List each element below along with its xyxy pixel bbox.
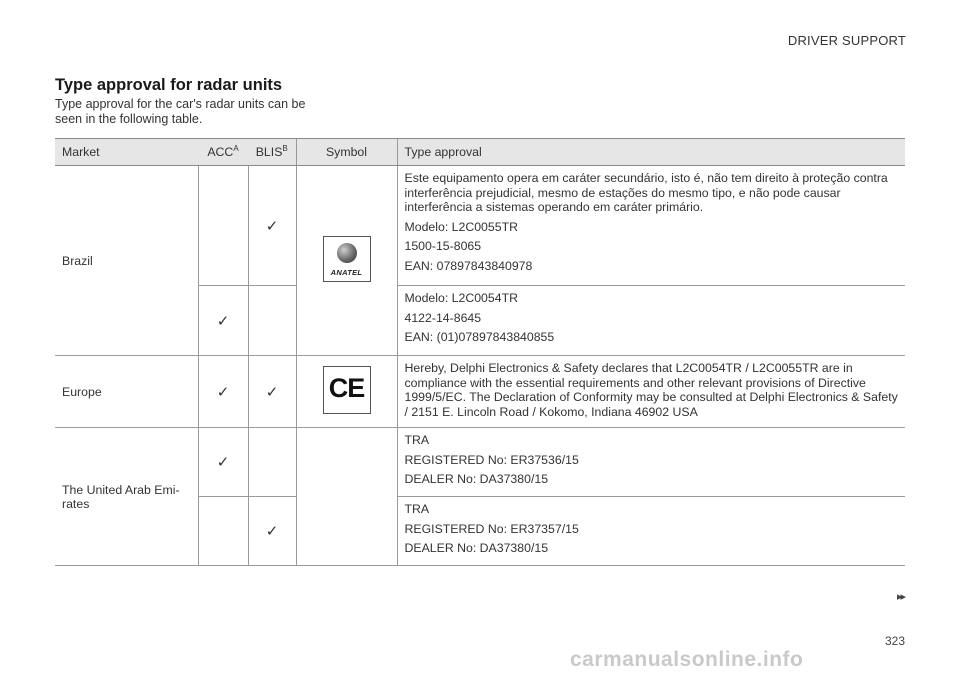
- table-header-row: [55, 139, 905, 166]
- running-header: DRIVER SUPPORT: [787, 33, 906, 48]
- market-brazil: Brazil: [55, 166, 198, 356]
- table-row: [55, 166, 905, 286]
- uae-row1-approval: TRA REGISTERED No: ER37536/15 DEALER No: DA37380/15: [397, 428, 905, 497]
- brazil-row1-blis-check: ✓: [248, 166, 296, 286]
- europe-approval: Hereby, Delphi Electronics & Safety declares that L2C0054TR / L2C0055TR are in compliance with the essential requirements and other relevant provisions of Directive 1999/5/EC. The Declaration of Conformity may be consulted at Delphi Electronics & Safety / 2151 E. Lincoln Road / Kokomo, Indiana 46902 USA: [397, 356, 905, 428]
- market-europe: Europe: [55, 356, 198, 428]
- ce-mark-logo: CE: [323, 366, 371, 414]
- intro-paragraph: Type approval for the car's radar units can be seen in the following table.: [55, 97, 306, 126]
- anatel-logo: ANATEL: [323, 236, 371, 282]
- uae-row1-blis-cell: [248, 428, 296, 497]
- header-symbol: Symbol: [296, 139, 397, 166]
- symbol-ce-cell: [296, 356, 397, 428]
- table-row: [55, 428, 905, 497]
- uae-row2-approval: TRA REGISTERED No: ER37357/15 DEALER No: DA37380/15: [397, 497, 905, 566]
- type-approval-table: [55, 138, 905, 566]
- brazil-row1-acc-cell: [198, 166, 248, 286]
- brazil-row2-blis-cell: [248, 286, 296, 356]
- symbol-anatel-cell: [296, 166, 397, 356]
- uae-row1-acc-check: ✓: [198, 428, 248, 497]
- page-number: 323: [884, 634, 905, 648]
- uae-row2-blis-check: ✓: [248, 497, 296, 566]
- continue-arrows-icon: ▸▸: [896, 591, 904, 603]
- page-title: Type approval for radar units: [55, 76, 283, 94]
- watermark: carmanualsonline.info: [570, 648, 804, 671]
- market-uae: The United Arab Emi-rates: [55, 428, 198, 566]
- table-row: [55, 356, 905, 428]
- uae-row2-acc-cell: [198, 497, 248, 566]
- brazil-row2-approval: Modelo: L2C0054TR 4122-14-8645 EAN: (01)07897843840855: [397, 286, 905, 356]
- europe-blis-check: ✓: [248, 356, 296, 428]
- symbol-uae-cell: [296, 428, 397, 566]
- header-acc: $ACC^A$: [198, 139, 248, 166]
- header-type-approval: Type approval: [397, 139, 905, 166]
- header-market: Market: [55, 139, 198, 166]
- brazil-row2-acc-check: ✓: [198, 286, 248, 356]
- header-blis: $BLIS^B$: [248, 139, 296, 166]
- brazil-row1-approval: Este equipamento opera em caráter secundário, isto é, não tem direito à proteção contra interferência prejudicial, mesmo de estações do mesmo tipo, e não pode causar interferência a sistemas operando em caráter primário. Modelo: L2C0055TR 1500-15-8065 EAN: 07897843840978: [397, 166, 905, 286]
- europe-acc-check: ✓: [198, 356, 248, 428]
